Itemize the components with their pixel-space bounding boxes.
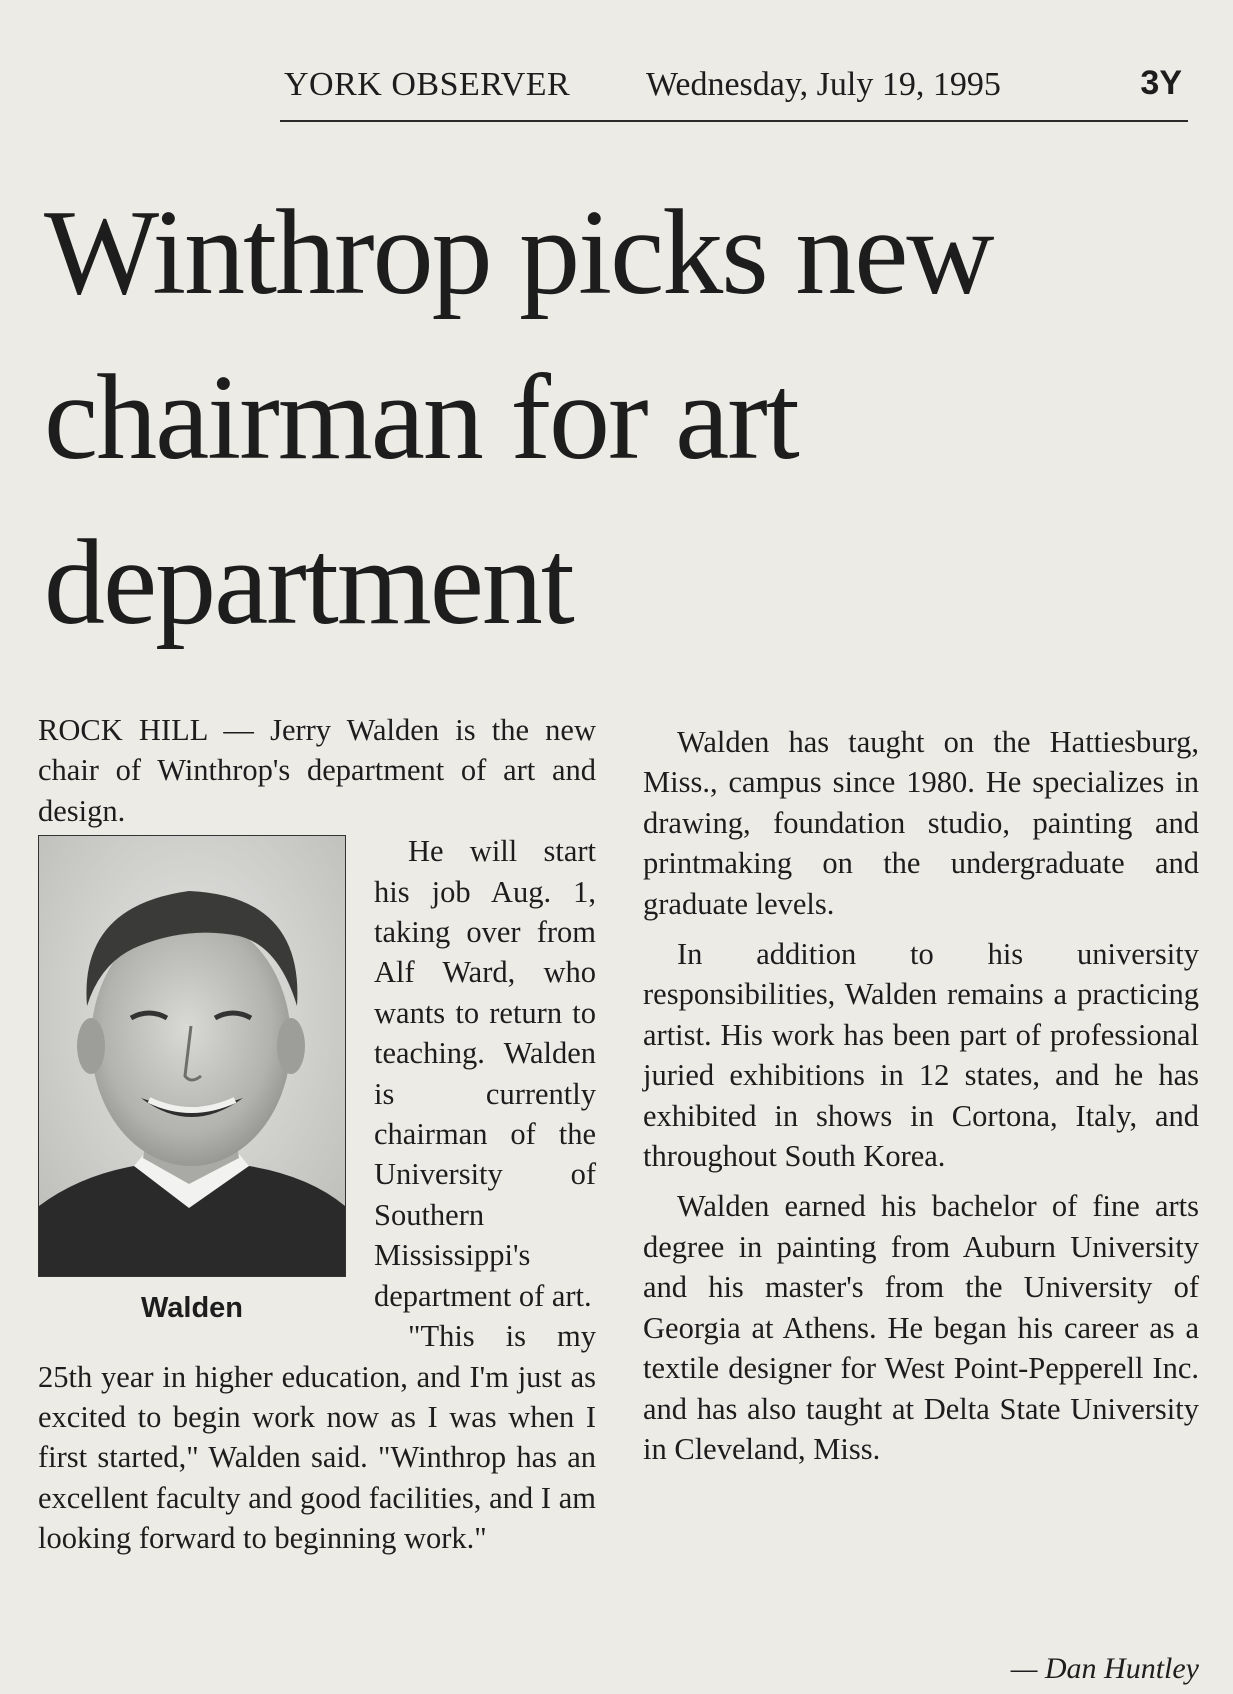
portrait-photo (38, 835, 346, 1277)
paragraph-3: "This is my 25th year in higher education, and I'm just as excited to begin work now as I was when I first started," Walden said. "Winthrop has an excellent faculty and good facilities, and I am looking forward to beginning work." (38, 1319, 596, 1556)
paragraph-5: In addition to his university responsibilities, Walden remains a practicing artist. His work has been part of professional juried exhibitions in 12 states, and he has exhibited in shows in Cortona, Italy, and throughout South Korea. (643, 937, 1199, 1174)
headline: Winthrop picks new chairman for art department (44, 185, 993, 650)
paragraph-4: Walden has taught on the Hattiesburg, Miss., campus since 1980. He specializes in drawing, foundation studio, painting and printmaking on the undergraduate and graduate levels. (643, 725, 1199, 921)
newspaper-name: YORK OBSERVER (284, 66, 571, 103)
lede-text: — Jerry Walden is the new chair of Winthrop's department of art and design. (38, 713, 596, 828)
dateline: ROCK HILL (38, 713, 208, 747)
byline: — Dan Huntley (1010, 1652, 1199, 1685)
photo-caption: Walden (140, 1292, 244, 1325)
issue-date: Wednesday, July 19, 1995 (646, 66, 1001, 103)
page-number: 3Y (1140, 64, 1182, 102)
paragraph-2: He will start his job Aug. 1, taking over from Alf Ward, who wants to return to teaching. Walden is currently chairman of the University of Southern Mississippi's department of art. (374, 834, 596, 1313)
masthead (280, 62, 1188, 122)
article-column-left (38, 710, 596, 1559)
lede-paragraph (38, 710, 596, 831)
paragraph-6: Walden earned his bachelor of fine arts degree in painting from Auburn University and his master's from the University of Georgia at Athens. He began his career as a textile designer for West Point-Pepperell Inc. and has also taught at Delta State University in Cleveland, Miss. (643, 1189, 1199, 1466)
photo-block (38, 835, 346, 1325)
article-column-right (643, 722, 1199, 1469)
portrait-image (39, 836, 345, 1276)
